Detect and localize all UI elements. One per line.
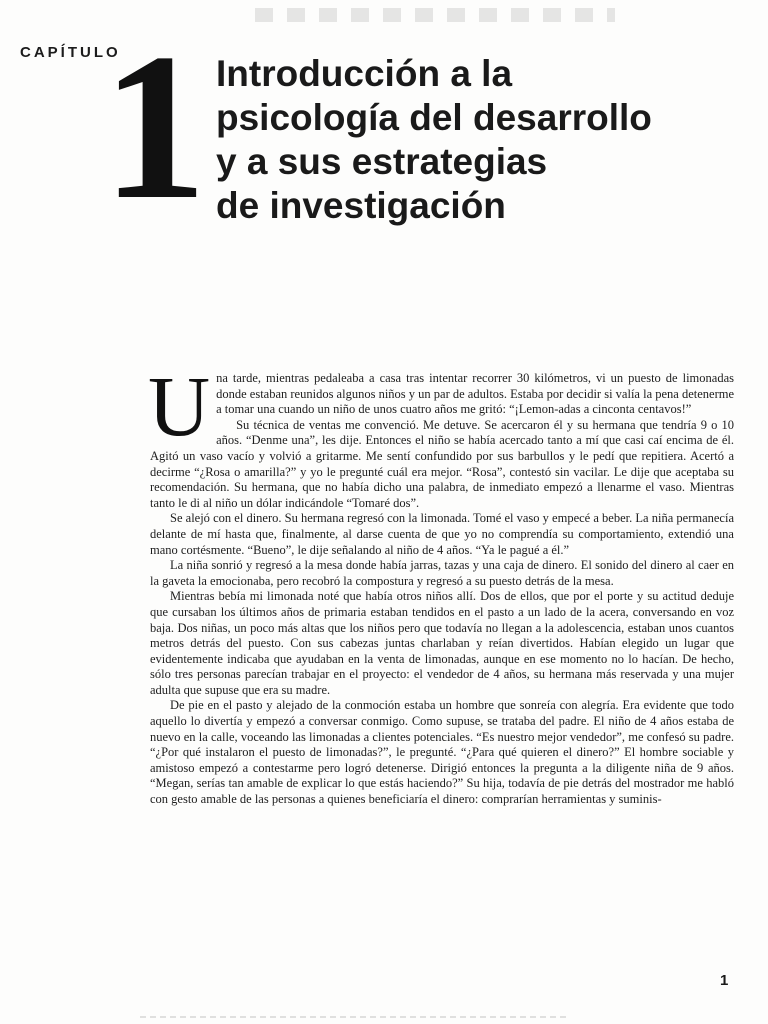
chapter-title-line: de investigación (216, 185, 506, 226)
chapter-title-line: psicología del desarrollo (216, 97, 652, 138)
paragraph: Mientras bebía mi limonada noté que había otros niños allí. Dos de ellos, que por el porte y su actitud deduje que cursaban los últimos años de primaria estaban tendidos en el pasto a un lado de la acera, conversando en voz baja. Dos niñas, un poco más altas que los niños pero que todavía no llegan a la adolescencia, estaban unos cuantos metros detrás del puesto. Con sus cabezas juntas charlaban y reían divertidos. Habían elegido un lugar que evidentemente indicaba que ayudaban en la venta de limonadas, aunque en ese momento no lo hacían. De hecho, sólo tres personas parecían trabajar en el proyecto: el vendedor de 4 años, su hermana más reservada y una mujer adulta que supuse que era su madre. (150, 589, 734, 697)
body-text (148, 358, 735, 808)
paragraph: Su técnica de ventas me convenció. Me detuve. Se acercaron él y su hermana que tendría 9 o 10 años. “Denme una”, les dije. Entonces el niño se había acercado tanto a mí que casi caí encima de él. Agitó un vaso vacío y volvió a gritarme. Me sentí confundido por sus barbullos y le pedí que repitiera. Acertó a decirme “¿Rosa o amarilla?” y yo le pregunté cuál era mejor. “Rosa”, contestó sin vacilar. Le dije que aceptaba su recomendación. Su hermana, que no había dicho una palabra, de inmediato empezó a llenarme el vaso. Mientras tanto le di al niño un dólar indicándole “Tomaré dos”. (150, 417, 734, 510)
paragraph-text: na tarde, mientras pedaleaba a casa tras intentar recorrer 30 kilómetros, vi un puesto de limonadas donde estaban reunidos algunos niños y un par de adultos. Estaba por decidir si valía la pena detenerme a tomar una cuando un niño de unos cuatro años me gritó: “¡Lemon-adas a cinconta centavos!” (216, 371, 735, 417)
paragraph: La niña sonrió y regresó a la mesa donde había jarras, tazas y una caja de dinero. El sonido del dinero al caer en la gaveta la emocionaba, pero recobró la compostura y regresó a su puesto detrás de la mesa. (150, 558, 734, 588)
paragraph (148, 358, 735, 454)
chapter-title (216, 52, 756, 228)
paragraph: Se alejó con el dinero. Su hermana regresó con la limonada. Tomé el vaso y empecé a beber. La niña permanecía delante de mí hasta que, finalmente, al darse cuenta de que yo no comprendía su comportamiento, extendió una mano cortésmente. “Bueno”, le dije señalando al niño de 4 años. “Ya le pagué a él.” (150, 511, 734, 557)
chapter-title-line: Introducción a la (216, 53, 513, 94)
drop-cap: U (148, 358, 211, 454)
scan-artifact-bottom (140, 1016, 570, 1018)
paragraph: De pie en el pasto y alejado de la conmoción estaba un hombre que sonreía con alegría. Era evidente que todo aquello lo divertía y empezó a conversar conmigo. Como supuse, se trataba del padre. El niño de 4 años estaba de nuevo en la calle, voceando las limonadas a clientes potenciales. “Es nuestro mejor vendedor”, me confesó su padre. “¿Por qué instalaron el puesto de limonadas?”, le pregunté. “¿Para qué quieren el dinero?” El hombre sociable y amistoso empezó a contestarme pero logró detenerse. Dirigió entonces la pregunta a la diligente niña de 9 años. “Megan, serías tan amable de explicar lo que estás haciendo?” Su hija, todavía de pie detrás del mostrador me habló con gesto amable de las personas a quienes beneficiaría el dinero: comprarían herramientas y suminis- (150, 698, 734, 807)
chapter-label: CAPÍTULO (20, 44, 121, 61)
page-number: 1 (720, 972, 729, 989)
chapter-number: 1 (102, 11, 207, 243)
scan-artifact-top (255, 8, 615, 22)
chapter-title-line: y a sus estrategias (216, 141, 548, 182)
